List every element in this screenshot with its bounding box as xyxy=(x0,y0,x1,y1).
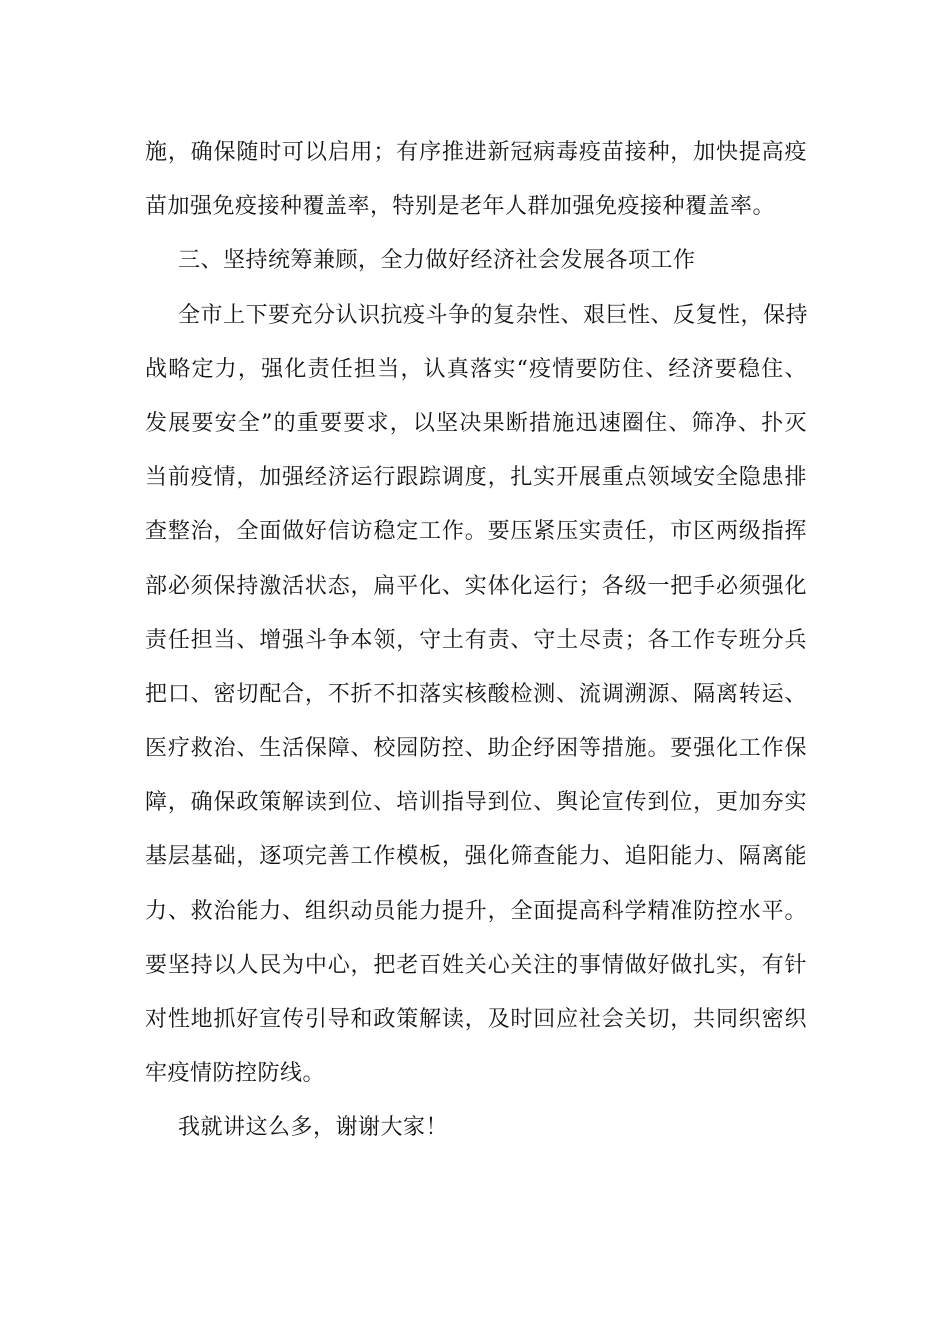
text-line: 发展要安全”的重要要求，以坚决果断措施迅速圈住、筛净、扑灭 xyxy=(145,410,807,436)
text-line: 全市上下要充分认识抗疫斗争的复杂性、艰巨性、反复性，保持 xyxy=(178,302,809,328)
text-line: 苗加强免疫接种覆盖率，特别是老年人群加强免疫接种覆盖率。 xyxy=(145,194,776,220)
text-line: 医疗救治、生活保障、校园防控、助企纾困等措施。要强化工作保 xyxy=(145,736,807,762)
text-line: 部必须保持激活状态，扁平化、实体化运行；各级一把手必须强化 xyxy=(145,573,807,599)
text-line: 战略定力，强化责任担当，认真落实“疫情要防住、经济要稳住、 xyxy=(145,356,807,382)
text-line: 当前疫情，加强经济运行跟踪调度，扎实开展重点领域安全隐患排 xyxy=(145,465,807,491)
text-line: 查整治，全面做好信访稳定工作。要压紧压实责任，市区两级指挥 xyxy=(145,519,807,545)
text-line: 责任担当、增强斗争本领，守土有责、守土尽责；各工作专班分兵 xyxy=(145,627,807,653)
text-line: 施，确保随时可以启用；有序推进新冠病毒疫苗接种，加快提高疫 xyxy=(145,140,807,165)
text-line: 牢疫情防控防线。 xyxy=(145,1061,326,1087)
section-heading: 三、坚持统筹兼顾，全力做好经济社会发展各项工作 xyxy=(178,248,696,274)
text-line: 力、救治能力、组织动员能力提升，全面提高科学精准防控水平。 xyxy=(145,898,807,924)
text-line: 要坚持以人民为中心，把老百姓关心关注的事情做好做扎实，有针 xyxy=(145,952,807,978)
text-line: 基层基础，逐项完善工作模板，强化筛查能力、追阳能力、隔离能 xyxy=(145,844,807,870)
text-line: 把口、密切配合，不折不扣落实核酸检测、流调溯源、隔离转运、 xyxy=(145,681,807,707)
text-line: 对性地抓好宣传引导和政策解读，及时回应社会关切，共同织密织 xyxy=(145,1007,807,1032)
text-line: 障，确保政策解读到位、培训指导到位、舆论宣传到位，更加夯实 xyxy=(145,790,807,816)
document-body xyxy=(145,126,807,1156)
closing-line: 我就讲这么多，谢谢大家！ xyxy=(178,1115,449,1141)
